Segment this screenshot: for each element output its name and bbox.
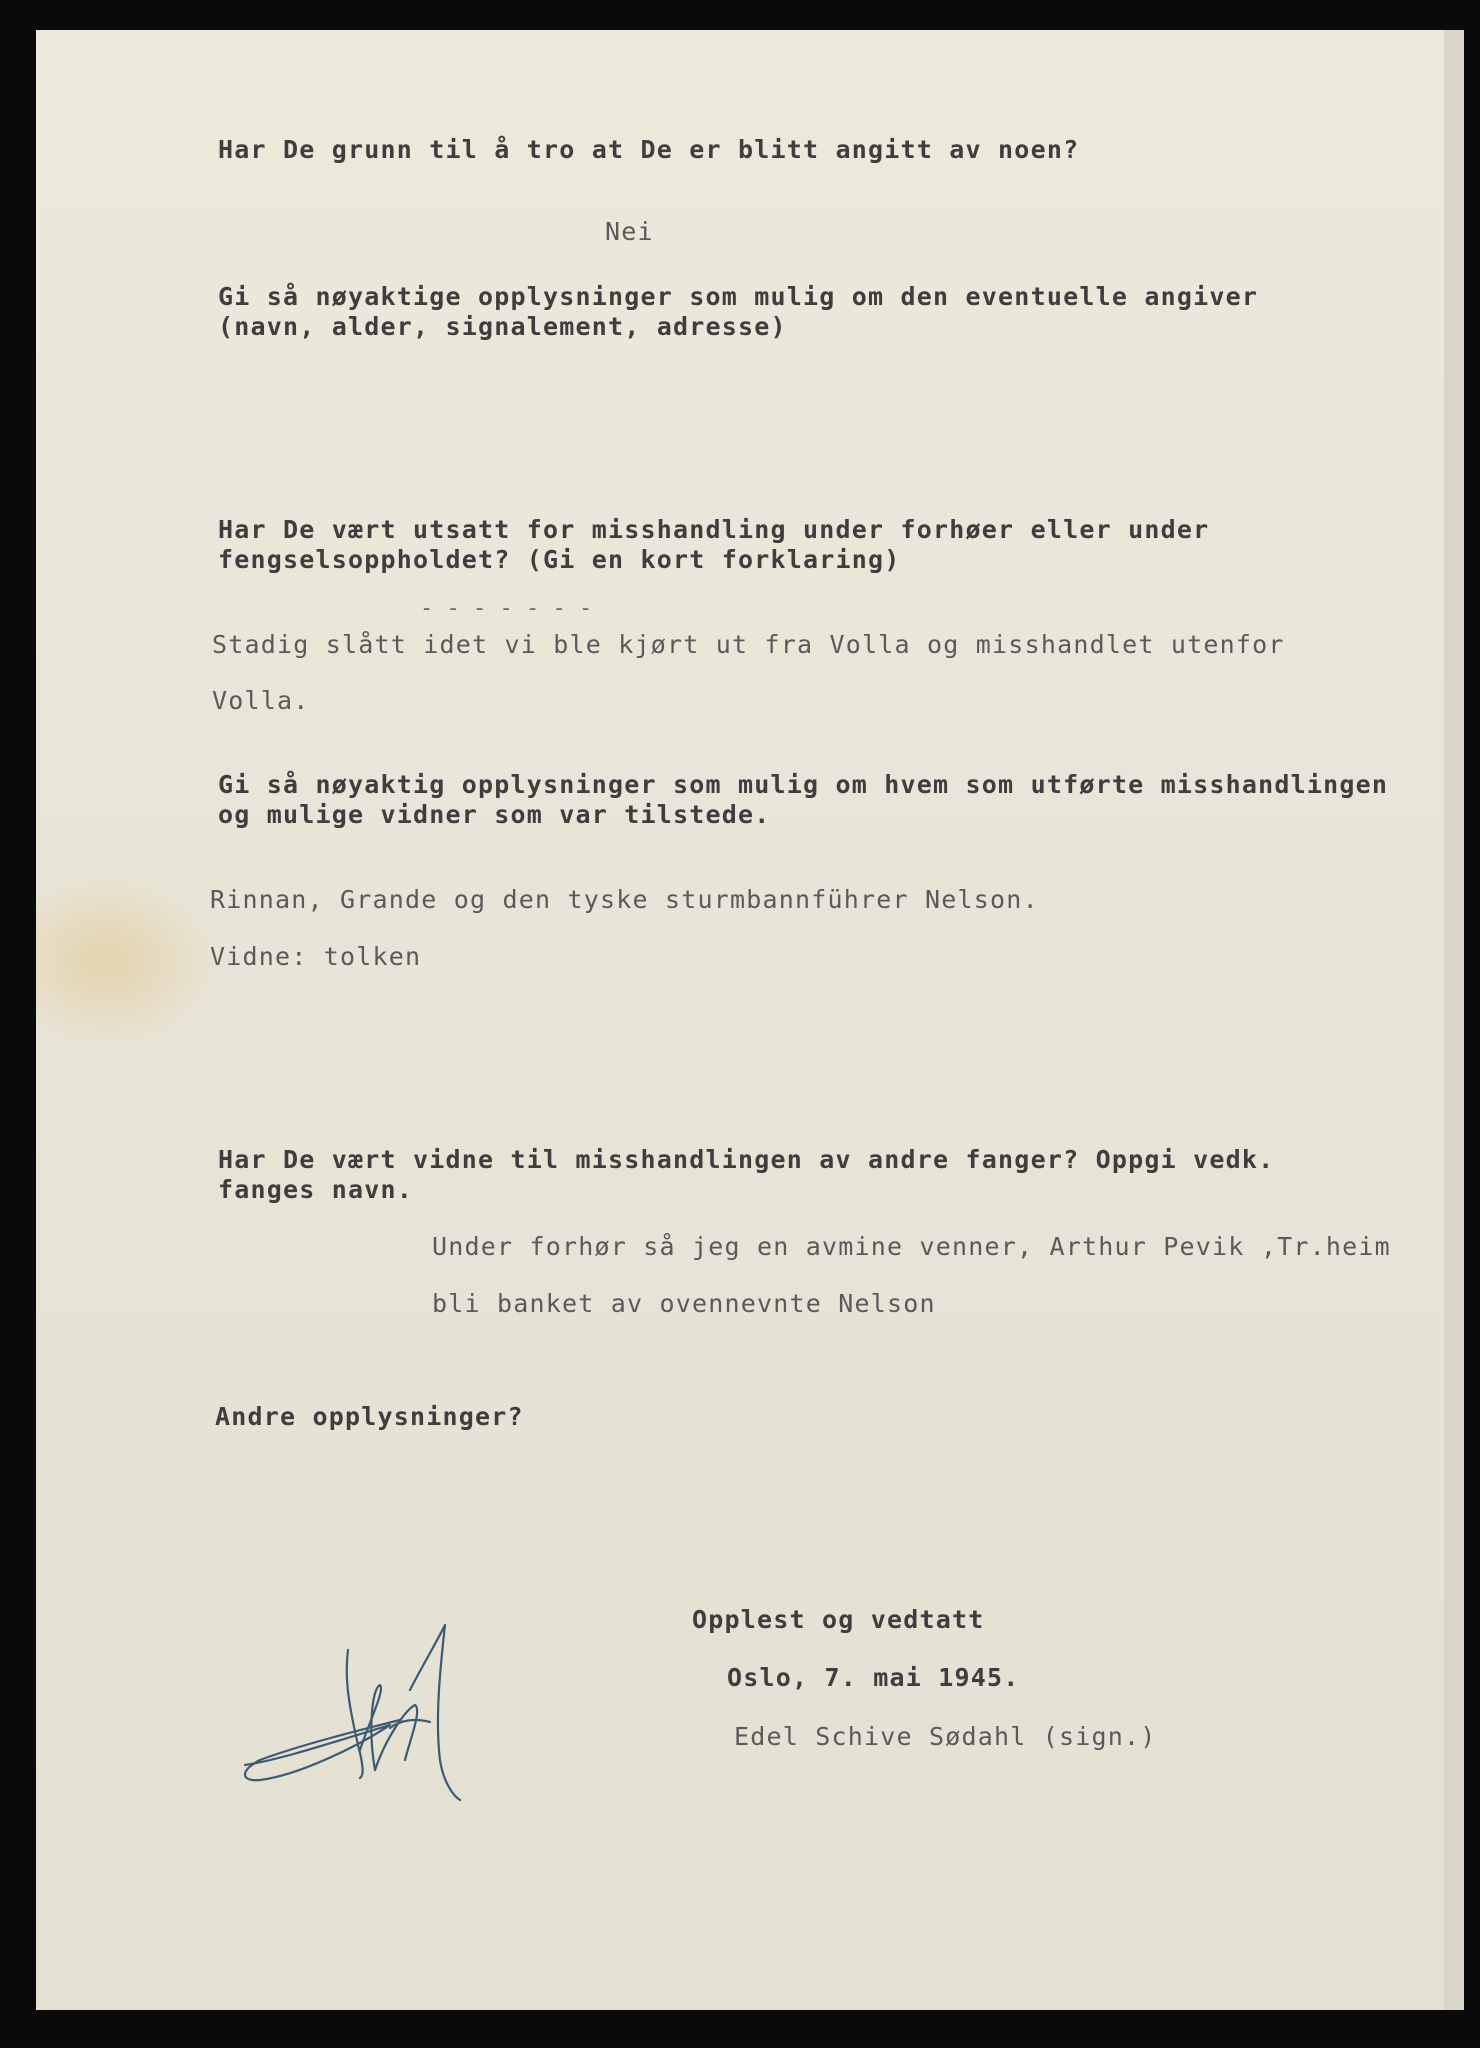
question-informer-line1: Gi så nøyaktige opplysninger som mulig om den eventuelle angiver xyxy=(218,282,1259,311)
question-perpetrators-line2: og mulige vidner som var tilstede. xyxy=(218,800,771,829)
answer-perpetrators-line1: Rinnan, Grande og den tyske sturmbannführer Nelson. xyxy=(210,885,1039,914)
answer-denounced: Nei xyxy=(605,217,654,246)
typed-dashes: - - - - - - - xyxy=(420,596,593,621)
paper-edge xyxy=(1444,30,1464,2010)
answer-witness-line2: bli banket av ovennevnte Nelson xyxy=(432,1289,936,1318)
answer-abuse-line1: Stadig slått idet vi ble kjørt ut fra Volla og misshandlet utenfor xyxy=(212,630,1285,659)
closing-read-approved: Opplest og vedtatt xyxy=(692,1605,985,1634)
closing-signed-name: Edel Schive Sødahl (sign.) xyxy=(734,1722,1157,1751)
question-abuse-line1: Har De vært utsatt for misshandling under forhøer eller under xyxy=(218,515,1210,544)
question-witness-line2: fanges navn. xyxy=(218,1175,414,1204)
question-abuse-line2: fengselsoppholdet? (Gi en kort forklaring) xyxy=(218,545,901,574)
question-denounced: Har De grunn til å tro at De er blitt angitt av noen? xyxy=(218,135,1080,164)
answer-witness-line1: Under forhør så jeg en avmine venner, Arthur Pevik ,Tr.heim xyxy=(432,1232,1391,1261)
question-perpetrators-line1: Gi så nøyaktig opplysninger som mulig om hvem som utførte misshandlingen xyxy=(218,770,1389,799)
handwritten-signature xyxy=(240,1610,500,1810)
answer-abuse-line2: Volla. xyxy=(212,686,310,715)
question-other-info: Andre opplysninger? xyxy=(215,1402,524,1431)
question-witness-line1: Har De vært vidne til misshandlingen av andre fanger? Oppgi vedk. xyxy=(218,1145,1275,1174)
closing-place-date: Oslo, 7. mai 1945. xyxy=(727,1663,1020,1692)
question-informer-line2: (navn, alder, signalement, adresse) xyxy=(218,312,787,341)
answer-perpetrators-line2: Vidne: tolken xyxy=(210,942,422,971)
